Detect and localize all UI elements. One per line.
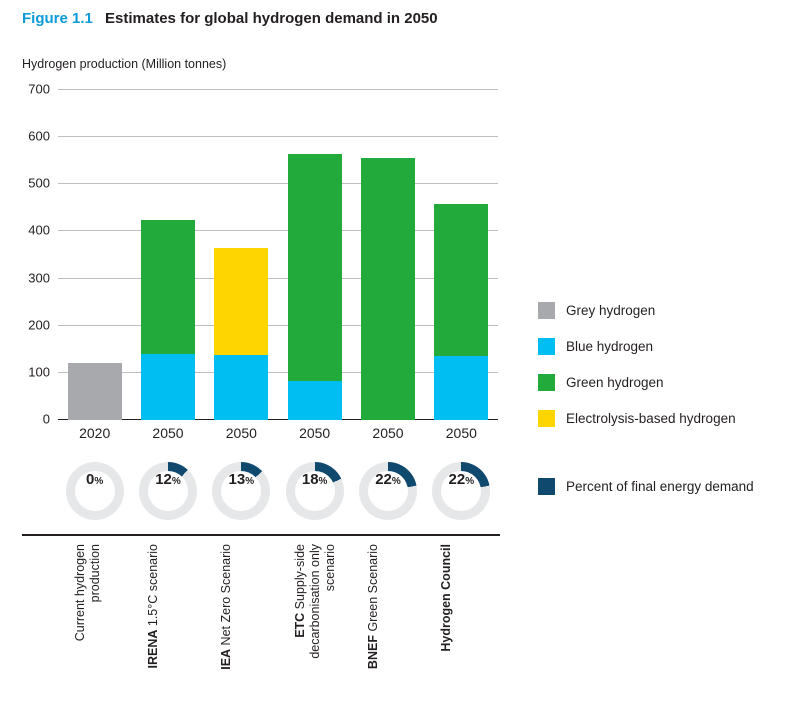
percent-value: 13 bbox=[228, 471, 246, 488]
bar-segment-blue bbox=[214, 355, 268, 420]
percent-suffix: % bbox=[465, 476, 475, 487]
source-label: Current hydrogen production bbox=[72, 544, 102, 642]
percent-donut bbox=[212, 462, 270, 520]
y-tick-label: 500 bbox=[28, 175, 50, 191]
legend-swatch bbox=[538, 410, 555, 427]
bar-segment-blue bbox=[434, 356, 488, 420]
source-label: IRENA 1.5°C scenario bbox=[146, 544, 160, 669]
legend-label: Green hydrogen bbox=[566, 374, 664, 390]
legend-swatch bbox=[538, 338, 555, 355]
x-tick-label: 2020 bbox=[79, 425, 111, 441]
percent-legend-label: Percent of final energy demand bbox=[566, 479, 754, 494]
x-tick-label: 2050 bbox=[445, 425, 477, 441]
y-tick-label: 300 bbox=[28, 270, 50, 286]
source-label: ETC Supply-side decarbonisation only scenario bbox=[292, 544, 337, 659]
x-tick-label: 2050 bbox=[225, 425, 257, 441]
figure-title bbox=[22, 10, 438, 27]
bar-segment-green bbox=[361, 158, 415, 420]
percent-suffix: % bbox=[245, 476, 255, 487]
legend-label: Electrolysis-based hydrogen bbox=[566, 410, 736, 426]
plot-area bbox=[28, 81, 498, 426]
percent-value: 22 bbox=[448, 471, 466, 488]
legend-swatch bbox=[538, 374, 555, 391]
percent-value: 0 bbox=[86, 471, 95, 488]
bar-segment-grey bbox=[68, 363, 122, 420]
legend-label: Blue hydrogen bbox=[566, 338, 654, 354]
legend bbox=[538, 292, 788, 436]
percent-donut bbox=[66, 462, 124, 520]
bar-group bbox=[141, 220, 195, 420]
figure-number: Figure 1.1 bbox=[22, 10, 93, 27]
bar-segment-green bbox=[141, 220, 195, 354]
y-tick-label: 0 bbox=[42, 411, 50, 426]
percent-donuts bbox=[58, 462, 498, 522]
bar-segment-blue bbox=[141, 354, 195, 420]
percent-value: 18 bbox=[301, 471, 319, 488]
y-axis-label: Hydrogen production (Million tonnes) bbox=[22, 57, 227, 71]
legend-percent-note bbox=[538, 478, 754, 495]
y-tick-label: 600 bbox=[28, 128, 50, 144]
percent-suffix: % bbox=[318, 476, 328, 487]
x-tick-label: 2050 bbox=[152, 425, 184, 441]
legend-item bbox=[538, 328, 788, 364]
bar-group bbox=[361, 158, 415, 420]
x-axis-tick-labels bbox=[58, 425, 498, 449]
legend-label: Grey hydrogen bbox=[566, 302, 656, 318]
source-label: BNEF Green Scenario bbox=[366, 544, 380, 670]
bar-segment-green bbox=[288, 154, 342, 381]
y-tick-label: 400 bbox=[28, 222, 50, 238]
source-label: Hydrogen Council bbox=[439, 544, 454, 652]
percent-suffix: % bbox=[171, 476, 181, 487]
percent-donut bbox=[286, 462, 344, 520]
bar-group bbox=[214, 248, 268, 420]
bar-segment-electrolysis bbox=[214, 248, 268, 355]
source-label: IEA Net Zero Scenario bbox=[219, 544, 234, 670]
legend-swatch bbox=[538, 302, 555, 319]
bar-group bbox=[68, 363, 122, 420]
source-labels bbox=[58, 544, 498, 694]
x-tick-label: 2050 bbox=[299, 425, 331, 441]
percent-donut bbox=[359, 462, 417, 520]
y-tick-label: 700 bbox=[28, 81, 50, 97]
percent-suffix: % bbox=[391, 476, 401, 487]
percent-suffix: % bbox=[94, 476, 104, 487]
percent-donut bbox=[139, 462, 197, 520]
percent-value: 22 bbox=[375, 471, 392, 488]
separator-line bbox=[22, 534, 500, 536]
percent-legend-swatch bbox=[538, 478, 555, 495]
bar-series bbox=[58, 90, 498, 420]
legend-item bbox=[538, 364, 788, 400]
y-tick-label: 100 bbox=[28, 364, 50, 380]
bar-segment-blue bbox=[288, 381, 342, 420]
bar-group bbox=[434, 204, 488, 420]
percent-donut bbox=[432, 462, 490, 520]
bar-group bbox=[288, 154, 342, 420]
figure-title-text: Estimates for global hydrogen demand in 2050 bbox=[105, 10, 438, 27]
legend-item bbox=[538, 400, 788, 436]
y-tick-label: 200 bbox=[28, 317, 50, 333]
x-tick-label: 2050 bbox=[372, 425, 404, 441]
percent-value: 12 bbox=[155, 471, 172, 488]
legend-item bbox=[538, 292, 788, 328]
bar-segment-green bbox=[434, 204, 488, 356]
